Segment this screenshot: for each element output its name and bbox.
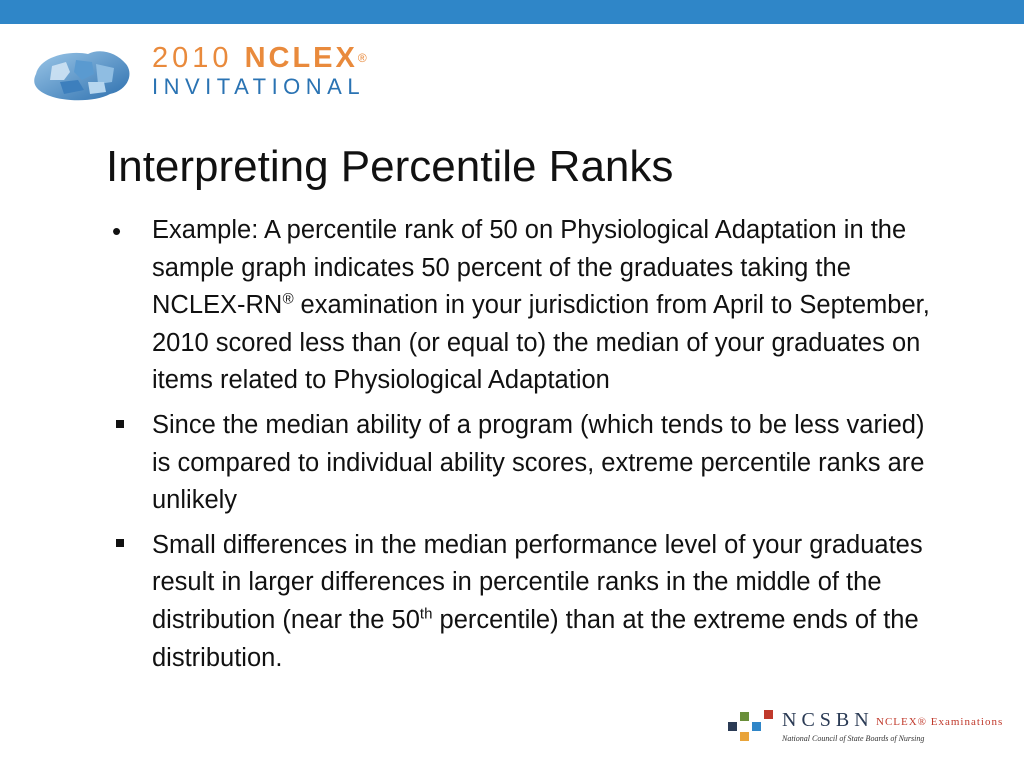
logo-square-icon (740, 732, 749, 741)
logo-brand: NCLEX (244, 42, 358, 74)
bullet-text: examination in your jurisdiction from April to September, 2010 scored less than (or equal to) the median of your graduates on items related to Physiological Adaptation (152, 291, 930, 395)
logo-subtitle: INVITATIONAL (152, 74, 366, 99)
bullet-text: Since the median ability of a program (which tends to be less varied) is compared to individual ability scores, extreme percentile ranks are unlikely (152, 410, 925, 515)
bullet-item (112, 527, 932, 677)
logo-registered-mark: ® (357, 51, 371, 65)
nclex-examinations-label: NCLEX® Examinations (876, 716, 1004, 728)
bullet-list (112, 212, 932, 684)
ncsbn-footer-logo (728, 706, 1018, 752)
top-banner-bar (0, 0, 1024, 24)
bullet-item (112, 407, 932, 520)
slide-title: Interpreting Percentile Ranks (106, 142, 674, 191)
logo-square-icon (740, 712, 749, 721)
ordinal-suffix: th (419, 605, 433, 623)
nclex-invitational-logo (30, 40, 390, 110)
logo-square-icon (764, 710, 773, 719)
puzzle-globe-icon (30, 44, 134, 104)
registered-mark: ® (282, 290, 294, 308)
logo-square-icon (752, 722, 761, 731)
ncsbn-wordmark: NCSBN (782, 709, 874, 731)
round-bullet-icon (112, 212, 152, 400)
bullet-text: Example: A percentile rank of 50 on Physiological Adaptation in the sample graph indicates 50 percent of the graduates taking the NCLEX-RN (152, 216, 907, 320)
square-bullet-icon (112, 407, 152, 520)
ncsbn-full-name: National Council of State Boards of Nursing (782, 734, 925, 743)
bullet-text: percentile) than at the extreme ends of the distribution. (152, 605, 919, 672)
logo-square-icon (728, 722, 737, 731)
bullet-text: Small differences in the median performance level of your graduates result in larger differences in percentile ranks in the middle of the distribution (near the 50 (152, 530, 923, 634)
logo-year: 2010 (152, 42, 233, 74)
square-bullet-icon (112, 527, 152, 677)
bullet-item (112, 212, 932, 400)
